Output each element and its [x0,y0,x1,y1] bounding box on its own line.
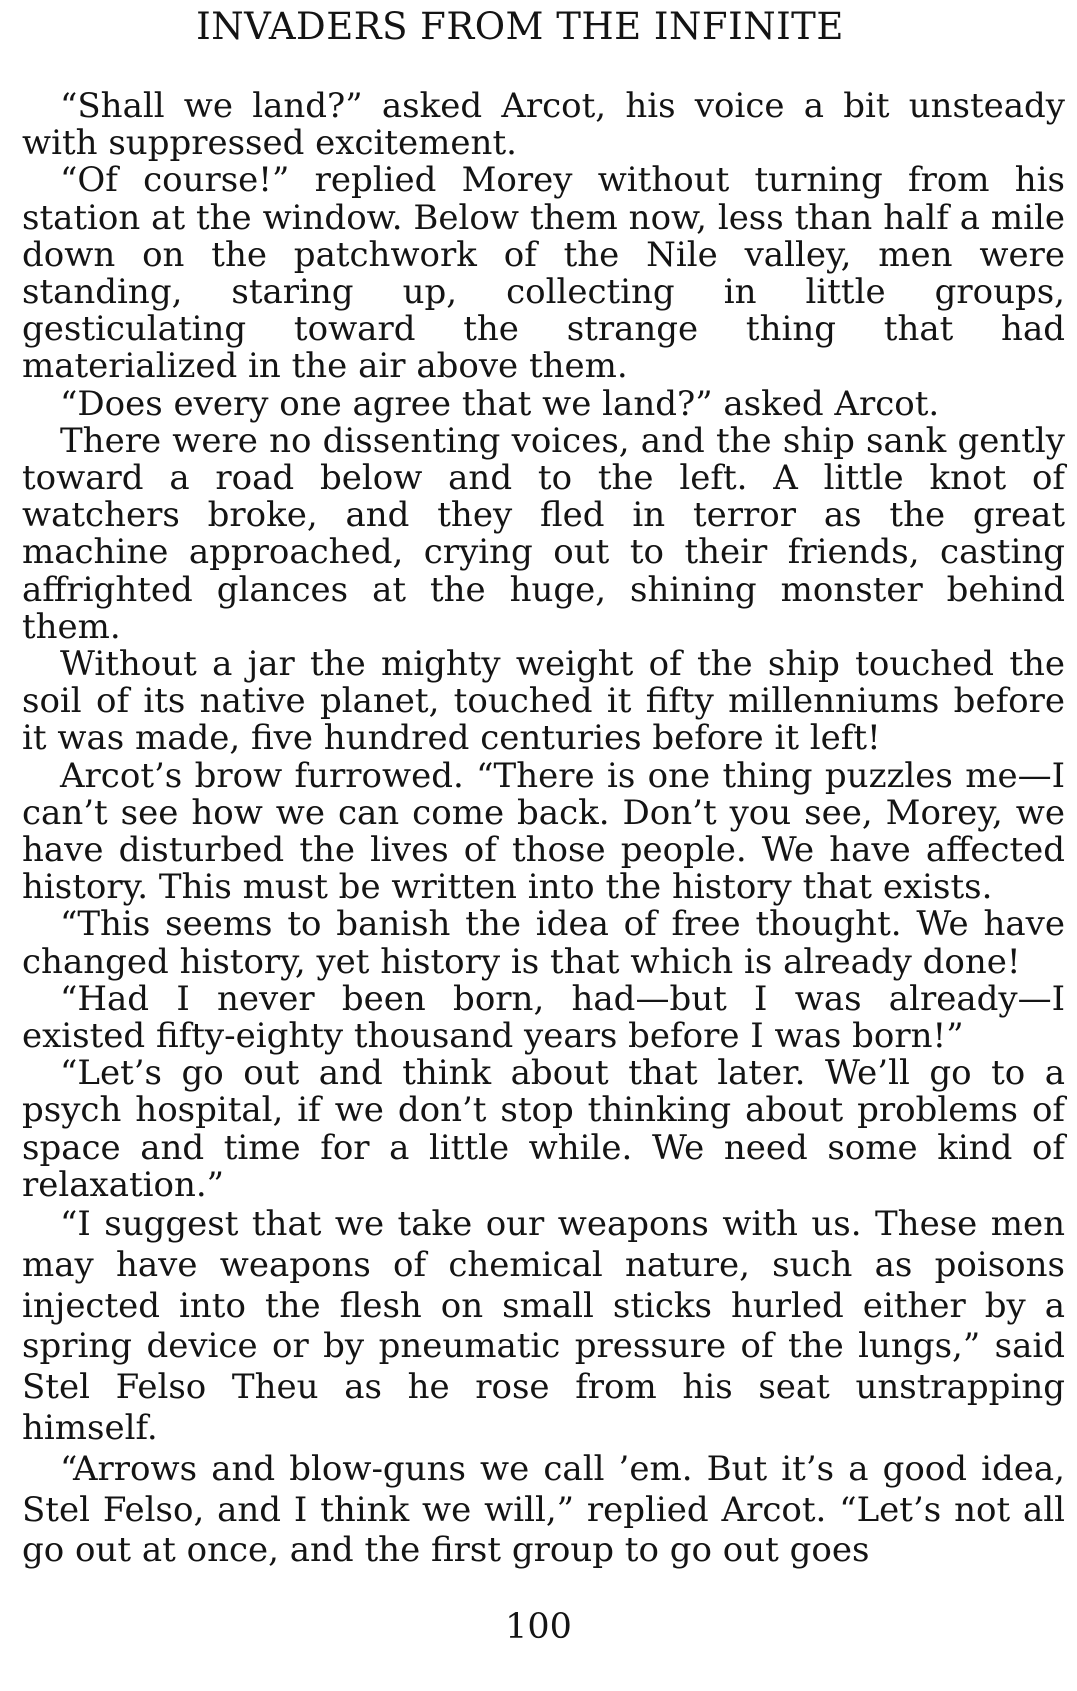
paragraph: There were no dissenting voices, and the ship sank gently toward a road below and to the left. A little knot of watchers broke, and they fled in terror as the great machine approached, crying out to their friends, casting affrighted glances at the huge, shining monster behind them. [22,420,1065,647]
paragraph: Arcot’s brow furrowed. “There is one thing puzzles me—I can’t see how we can come back. Don’t you see, Morey, we have disturbed the lives of those people. We have affected history. This must be written into the history that exists. [22,755,1065,908]
paragraph: “Of course!” replied Morey without turning from his station at the window. Below them now, less than half a mile down on the patchwork of the Nile valley, men were standing, staring up, collecting in little groups, gesticulating toward the strange thing that had materialized in the air above them. [22,160,1065,387]
paragraph: “Arrows and blow-guns we call ’em. But it’s a good idea, Stel Felso, and I think we will,” replied Arcot. “Let’s not all go out at once, and the first group to go out goes [22,1448,1065,1571]
page-number: 100 [505,1607,572,1647]
paragraph: “I suggest that we take our weapons with us. These men may have weapons of chemical nature, such as poisons injected into the flesh on small sticks hurled either by a spring device or by pneumatic pressure of the lungs,” said Stel Felso Theu as he rose from his seat unstrapping himself. [22,1204,1065,1449]
paragraph: “Let’s go out and think about that later. We’ll go to a psych hospital, if we don’t stop thinking about problems of space and time for a little while. We need some kind of relaxation.” [22,1053,1065,1205]
paragraph: “This seems to banish the idea of free thought. We have changed history, yet history is that which is already done! [22,904,1065,982]
paragraph: “Shall we land?” asked Arcot, his voice a bit unsteady with suppressed excitement. [22,86,1065,164]
running-title: INVADERS FROM THE INFINITE [196,5,844,48]
body-text [22,88,1065,1571]
paragraph: Without a jar the mighty weight of the ship touched the soil of its native planet, touched it fifty millenniums before it was made, five hundred centuries before it left! [22,644,1065,759]
paragraph: “Does every one agree that we land?” asked Arcot. [60,383,940,424]
paragraph: “Had I never been born, had—but I was already—I existed fifty-eighty thousand years before I was born!” [22,978,1065,1057]
